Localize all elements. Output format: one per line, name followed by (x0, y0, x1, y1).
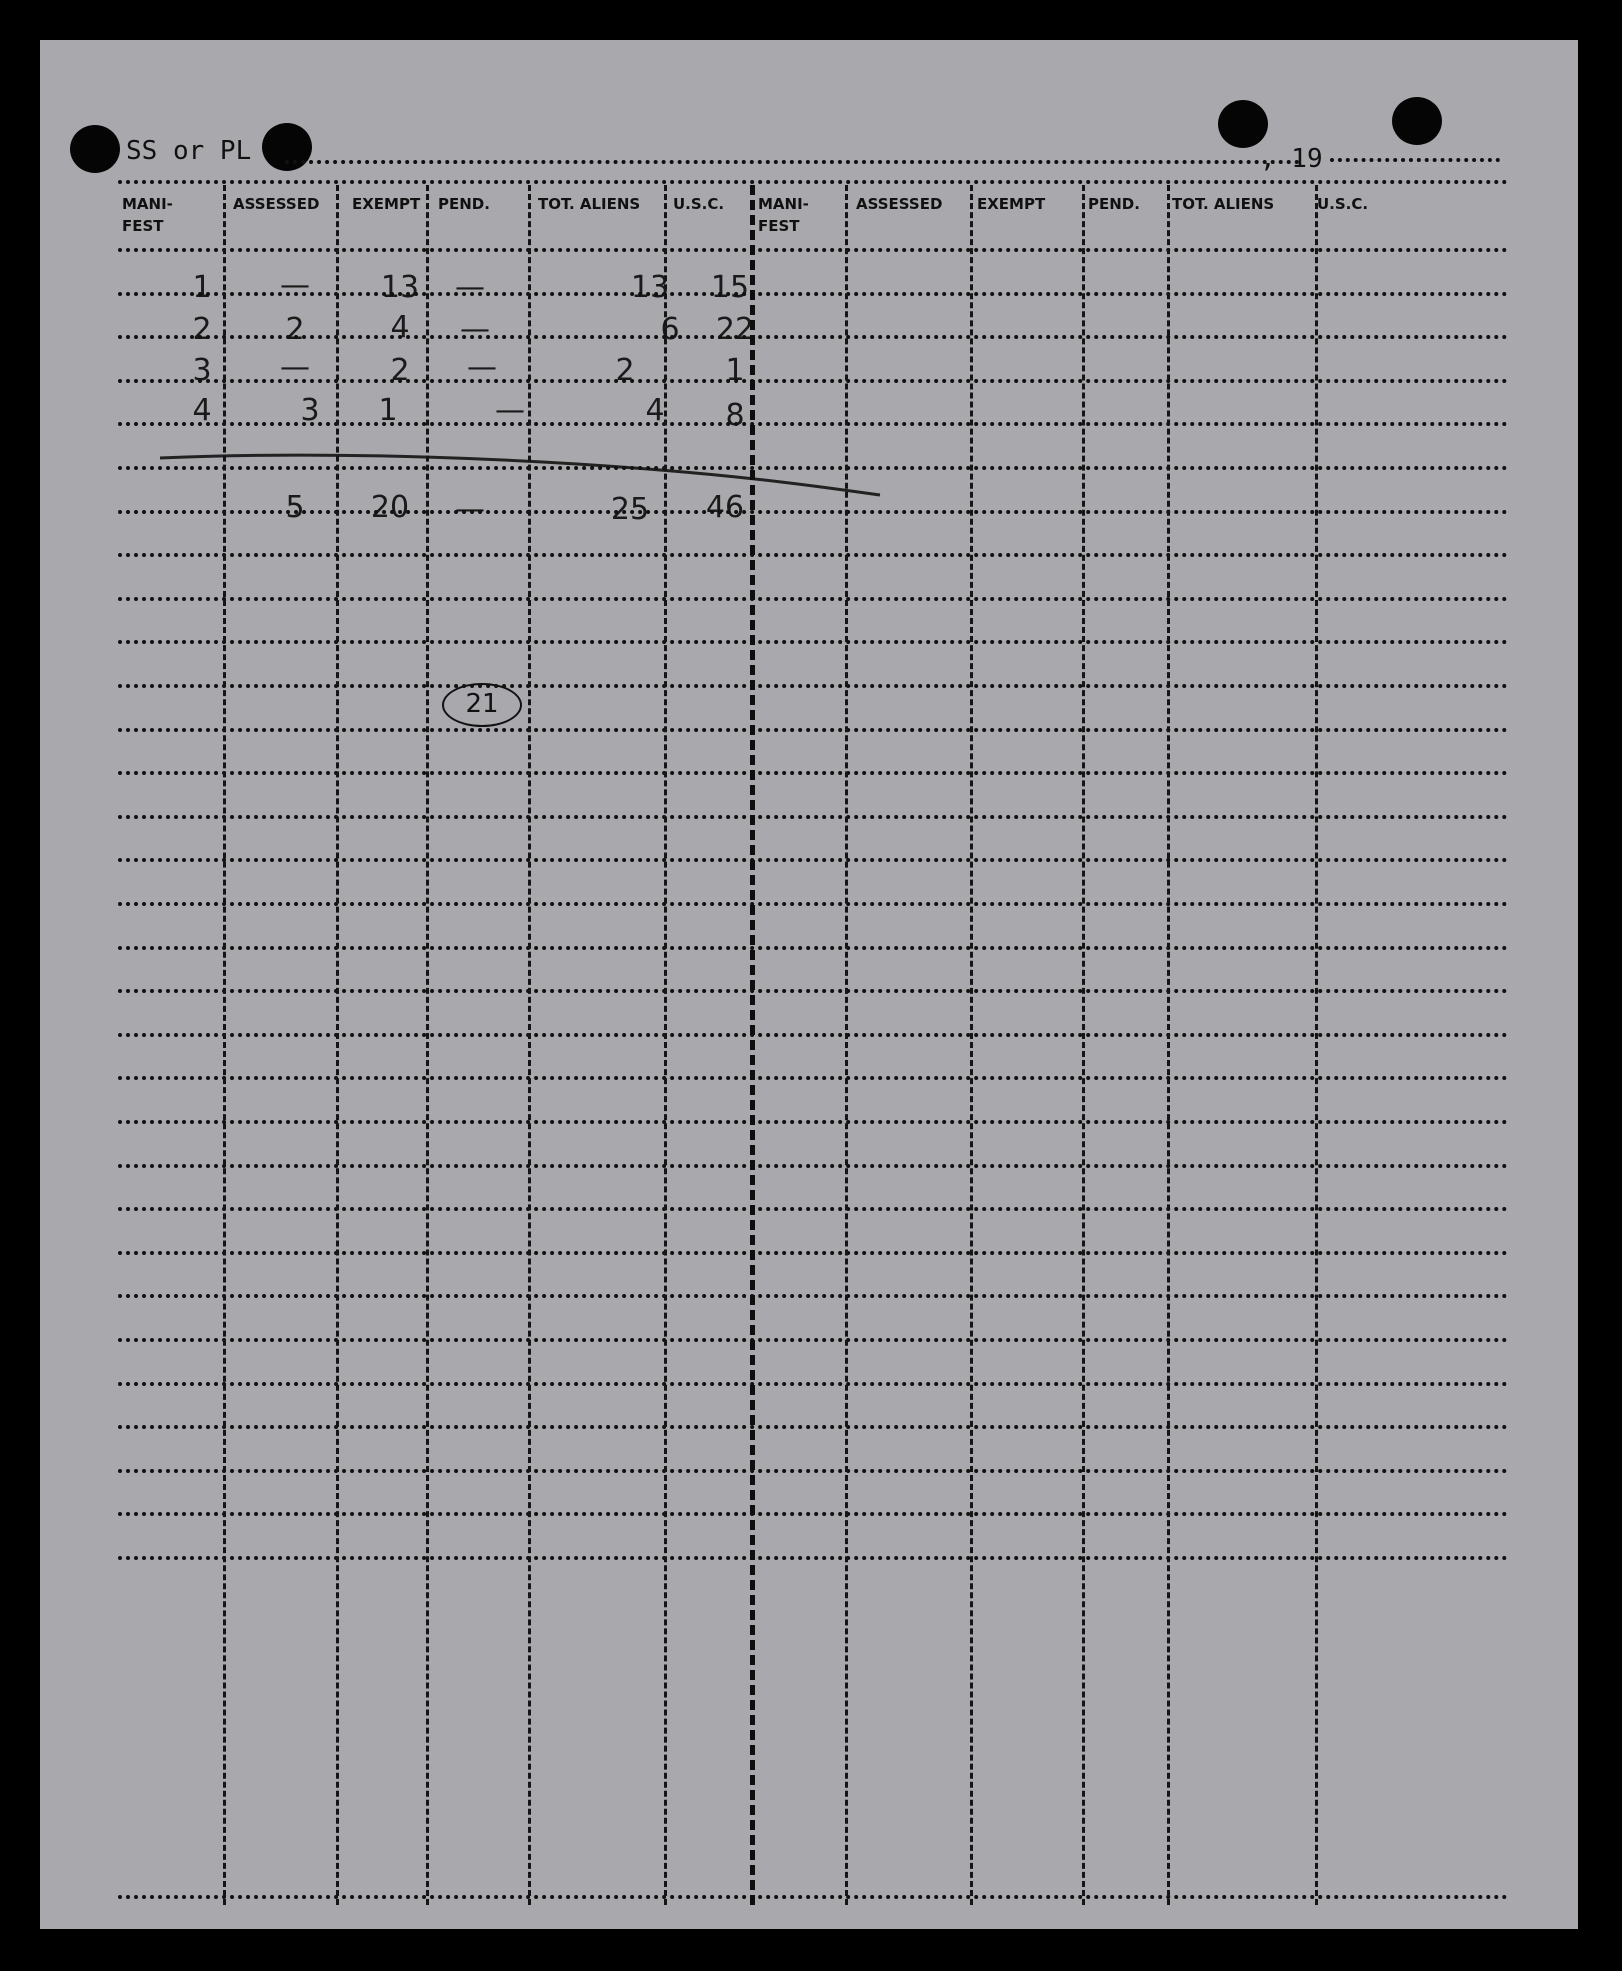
row-2-tot-aliens: 6 (660, 312, 680, 347)
totals-underline (40, 40, 1578, 540)
row-rule (118, 989, 1508, 993)
row-rule (118, 597, 1508, 601)
row-2-manifest: 2 (192, 312, 212, 347)
row-rule (118, 1294, 1508, 1298)
row-rule (118, 858, 1508, 862)
col-assessed-right: ASSESSED (856, 195, 943, 213)
col-usc-left: U.S.C. (673, 195, 725, 213)
header-rule (118, 180, 1508, 184)
row-rule (118, 248, 1508, 252)
row-3-manifest: 3 (192, 353, 212, 388)
column-rule (336, 185, 339, 1905)
row-rule (118, 466, 1508, 470)
column-rule (528, 185, 531, 1905)
row-1-usc: 15 (710, 270, 750, 305)
row-rule (118, 292, 1508, 296)
col-exempt-right: EXEMPT (977, 195, 1046, 213)
row-3-exempt: 2 (390, 353, 410, 388)
row-1-exempt: 13 (380, 270, 420, 305)
column-rule (1082, 185, 1085, 1905)
row-rule (118, 728, 1508, 732)
vessel-label: SS or PL (126, 136, 252, 166)
circled-note: 21 (442, 683, 522, 727)
row-4-tot-aliens: 4 (645, 393, 665, 428)
row-rule (118, 1120, 1508, 1124)
total-tot-aliens: 25 (610, 492, 650, 527)
row-rule (118, 1207, 1508, 1211)
row-2-exempt: 4 (390, 310, 410, 345)
row-1-pend: — (455, 270, 485, 305)
row-rule (118, 815, 1508, 819)
row-rule (118, 1556, 1508, 1560)
row-4-usc: 8 (725, 398, 745, 433)
col-tot-aliens-left: TOT. ALIENS (538, 195, 641, 213)
col-pend-left: PEND. (438, 195, 490, 213)
row-3-tot-aliens: 2 (615, 353, 635, 388)
row-rule (118, 1033, 1508, 1037)
column-rule (664, 185, 667, 1905)
col-usc-right: U.S.C. (1317, 195, 1369, 213)
column-rule (1167, 185, 1170, 1905)
col-assessed-left: ASSESSED (233, 195, 320, 213)
column-rule (223, 185, 226, 1905)
row-rule (118, 771, 1508, 775)
row-rule (118, 553, 1508, 557)
row-2-pend: — (460, 312, 490, 347)
column-rule (845, 185, 848, 1905)
row-4-assessed: 3 (300, 393, 320, 428)
row-3-assessed: — (280, 350, 310, 385)
year-label: , 19 (1260, 144, 1323, 174)
row-rule (118, 422, 1508, 426)
col-pend-right: PEND. (1088, 195, 1140, 213)
col-manifest-left-text: MANI- FEST (122, 195, 173, 235)
form-sheet (40, 40, 1578, 1929)
row-rule (118, 1469, 1508, 1473)
total-pend: — (455, 492, 485, 527)
col-exempt-left: EXEMPT (352, 195, 421, 213)
column-rule (750, 185, 755, 1905)
row-1-manifest: 1 (192, 270, 212, 305)
total-assessed: 5 (285, 490, 305, 525)
row-rule (118, 1512, 1508, 1516)
row-3-pend: — (467, 350, 497, 385)
col-manifest-right-text: MANI- FEST (758, 195, 809, 235)
row-rule (118, 1425, 1508, 1429)
row-rule (118, 1164, 1508, 1168)
row-2-assessed: 2 (285, 312, 305, 347)
col-tot-aliens-right: TOT. ALIENS (1172, 195, 1275, 213)
row-rule (118, 1338, 1508, 1342)
total-exempt: 20 (370, 490, 410, 525)
row-1-tot-aliens: 13 (630, 270, 670, 305)
row-4-manifest: 4 (192, 393, 212, 428)
row-rule (118, 510, 1508, 514)
row-rule (118, 1382, 1508, 1386)
column-rule (426, 185, 429, 1905)
row-rule (118, 379, 1508, 383)
row-rule (118, 1251, 1508, 1255)
column-rule (970, 185, 973, 1905)
row-2-usc: 22 (715, 312, 755, 347)
row-1-assessed: — (280, 268, 310, 303)
row-rule (118, 902, 1508, 906)
row-4-pend: — (495, 393, 525, 428)
row-4-exempt: 1 (378, 393, 398, 428)
bottom-rule (118, 1895, 1508, 1899)
row-rule (118, 640, 1508, 644)
row-rule (118, 335, 1508, 339)
row-3-usc: 1 (725, 353, 745, 388)
total-usc: 46 (705, 490, 745, 525)
row-rule (118, 946, 1508, 950)
row-rule (118, 1076, 1508, 1080)
column-rule (1315, 185, 1318, 1905)
row-rule (118, 684, 1508, 688)
